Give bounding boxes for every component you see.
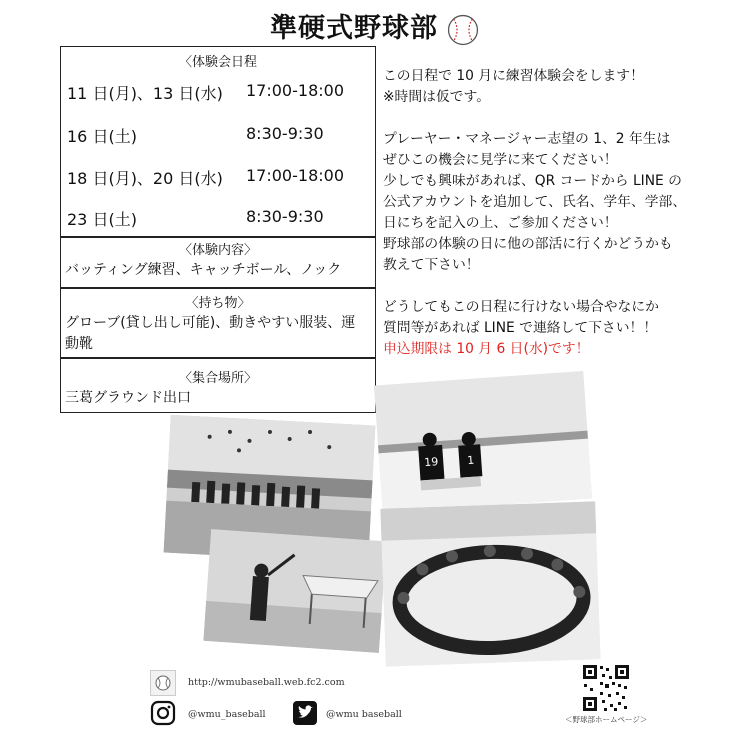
note-line: ※時間は仮です。	[383, 89, 491, 105]
schedule-date-1: 11 日(月)、13 日(水)	[67, 84, 223, 103]
schedule-box	[60, 46, 376, 238]
content-box	[60, 236, 376, 288]
schedule-time-2: 8:30-9:30	[246, 124, 324, 143]
instagram-icon[interactable]	[150, 700, 176, 726]
content-body: バッティング練習、キャッチボール、ノック	[65, 262, 342, 278]
baseball-logo-icon	[150, 670, 176, 696]
team-circle-photo	[380, 501, 600, 666]
instagram-handle[interactable]: @wmu_baseball	[188, 709, 266, 720]
page-title	[0, 6, 750, 47]
note-line: ぜひこの機会に見学に来てください！	[383, 152, 618, 168]
place-body: 三葛グラウンド出口	[65, 390, 191, 406]
batting-photo	[203, 529, 386, 653]
schedule-time-4: 8:30-9:30	[246, 207, 324, 226]
schedule-date-3: 18 日(月)、20 日(水)	[67, 169, 223, 188]
note-line: 教えて下さい！	[383, 257, 480, 273]
content-header: 〈体験内容〉	[178, 243, 257, 258]
twitter-handle[interactable]: @wmu baseball	[326, 709, 402, 720]
two-players-photo	[374, 371, 592, 513]
note-line: 少しでも興味があれば、QR コードから LINE の	[383, 173, 682, 189]
note-line: 日にちを記入の上、ご参加ください！	[383, 215, 618, 231]
note-line: 野球部の体験の日に他の部活に行くかどうかも	[383, 236, 673, 252]
notes-panel	[383, 66, 713, 360]
schedule-date-4: 23 日(土)	[67, 210, 137, 229]
schedule-time-3: 17:00-18:00	[246, 166, 344, 185]
note-line: 質問等があれば LINE で連絡して下さい！！	[383, 320, 658, 336]
homepage-url[interactable]: http://wmubaseball.web.fc2.com	[188, 677, 345, 688]
note-line: 公式アカウントを追加して、氏名、学年、学部、	[383, 194, 687, 210]
title-text: 準硬式野球部	[270, 13, 438, 44]
items-line-2: 動靴	[65, 336, 93, 352]
items-body	[61, 311, 375, 355]
svg-text:19: 19	[423, 455, 439, 470]
baseball-icon	[446, 13, 480, 47]
place-header: 〈集合場所〉	[178, 371, 257, 386]
qr-code-icon[interactable]	[582, 664, 630, 712]
schedule-date-2: 16 日(土)	[67, 127, 137, 146]
note-line: この日程で 10 月に練習体験会をします！	[383, 68, 644, 84]
schedule-header: 〈体験会日程	[178, 55, 257, 70]
deadline-text: 申込期限は 10 月 6 日(水)です！	[383, 341, 590, 357]
items-header: 〈持ち物〉	[185, 296, 251, 311]
items-box	[60, 288, 376, 358]
items-line-1: グローブ(貸し出し可能)、動きやすい服装、運	[65, 315, 356, 331]
place-box	[60, 358, 376, 413]
svg-text:1: 1	[466, 453, 475, 468]
qr-caption: ＜野球部ホームページ＞	[565, 715, 648, 724]
schedule-time-1: 17:00-18:00	[246, 81, 344, 100]
note-line: プレーヤー・マネージャー志望の 1、2 年生は	[383, 131, 671, 147]
note-line: どうしてもこの日程に行けない場合やなにか	[383, 299, 659, 315]
twitter-icon[interactable]	[292, 700, 318, 726]
